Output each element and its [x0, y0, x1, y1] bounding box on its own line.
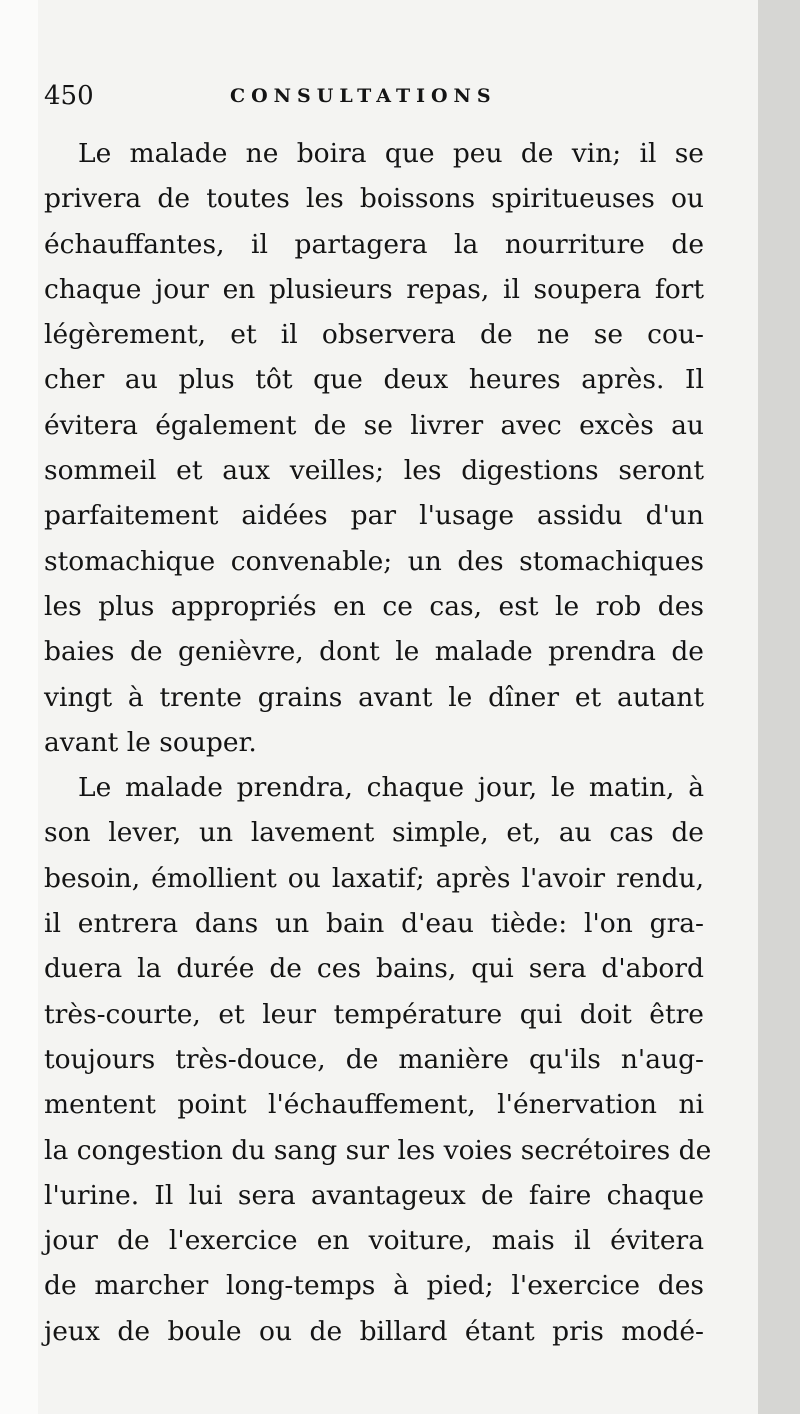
text-line: Le malade ne boira que peu de vin; il se [78, 138, 704, 169]
text-line: parfaitement aidées par l'usage assidu d'un [44, 500, 704, 532]
text-line: son lever, un lavement simple, et, au cas de [44, 817, 704, 849]
page-number: 450 [44, 81, 94, 111]
text-line: la congestion du sang sur les voies secrétoires de [44, 1134, 712, 1166]
text-line: échauffantes, il partagera la nourriture de [44, 228, 704, 260]
text-line: privera de toutes les boissons spiritueuses ou [44, 183, 704, 215]
text-line: de marcher long-temps à pied; l'exercice des [44, 1270, 704, 1302]
text-line: cher au plus tôt que deux heures après. Il [44, 364, 704, 396]
text-line: baies de genièvre, dont le malade prendra de [44, 636, 704, 668]
paragraph-2 [44, 765, 712, 1354]
text-line: les plus appropriés en ce cas, est le rob des [44, 590, 704, 622]
running-head: CONSULTATIONS [230, 85, 497, 107]
text-line: jour de l'exercice en voiture, mais il évitera [44, 1225, 704, 1257]
page-header [44, 74, 704, 118]
text-line: jeux de boule ou de billard étant pris modé- [44, 1315, 704, 1347]
text-line: l'urine. Il lui sera avantageux de faire chaque [44, 1179, 704, 1211]
text-line: très-courte, et leur température qui doit être [44, 998, 704, 1030]
paragraph-1 [44, 131, 704, 765]
text-line: sommeil et aux veilles; les digestions seront [44, 455, 704, 487]
text-line: besoin, émollient ou laxatif; après l'avoir rendu, [44, 862, 704, 894]
text-line: avant le souper. [44, 726, 257, 758]
text-line: toujours très-douce, de manière qu'ils n'aug- [44, 1043, 704, 1075]
text-line: il entrera dans un bain d'eau tiède: l'on gra- [44, 908, 704, 940]
text-line: Le malade prendra, chaque jour, le matin, à [78, 772, 704, 804]
text-line: duera la durée de ces bains, qui sera d'abord [44, 953, 704, 985]
text-line: mentent point l'échauffement, l'énervation ni [44, 1089, 704, 1121]
body-text [44, 131, 712, 1354]
text-line: stomachique convenable; un des stomachiques [44, 545, 704, 577]
text-line: chaque jour en plusieurs repas, il soupera fort [44, 273, 704, 305]
text-line: vingt à trente grains avant le dîner et autant [44, 681, 704, 713]
text-line: évitera également de se livrer avec excès au [44, 409, 704, 441]
text-line: légèrement, et il observera de ne se cou- [44, 319, 704, 351]
